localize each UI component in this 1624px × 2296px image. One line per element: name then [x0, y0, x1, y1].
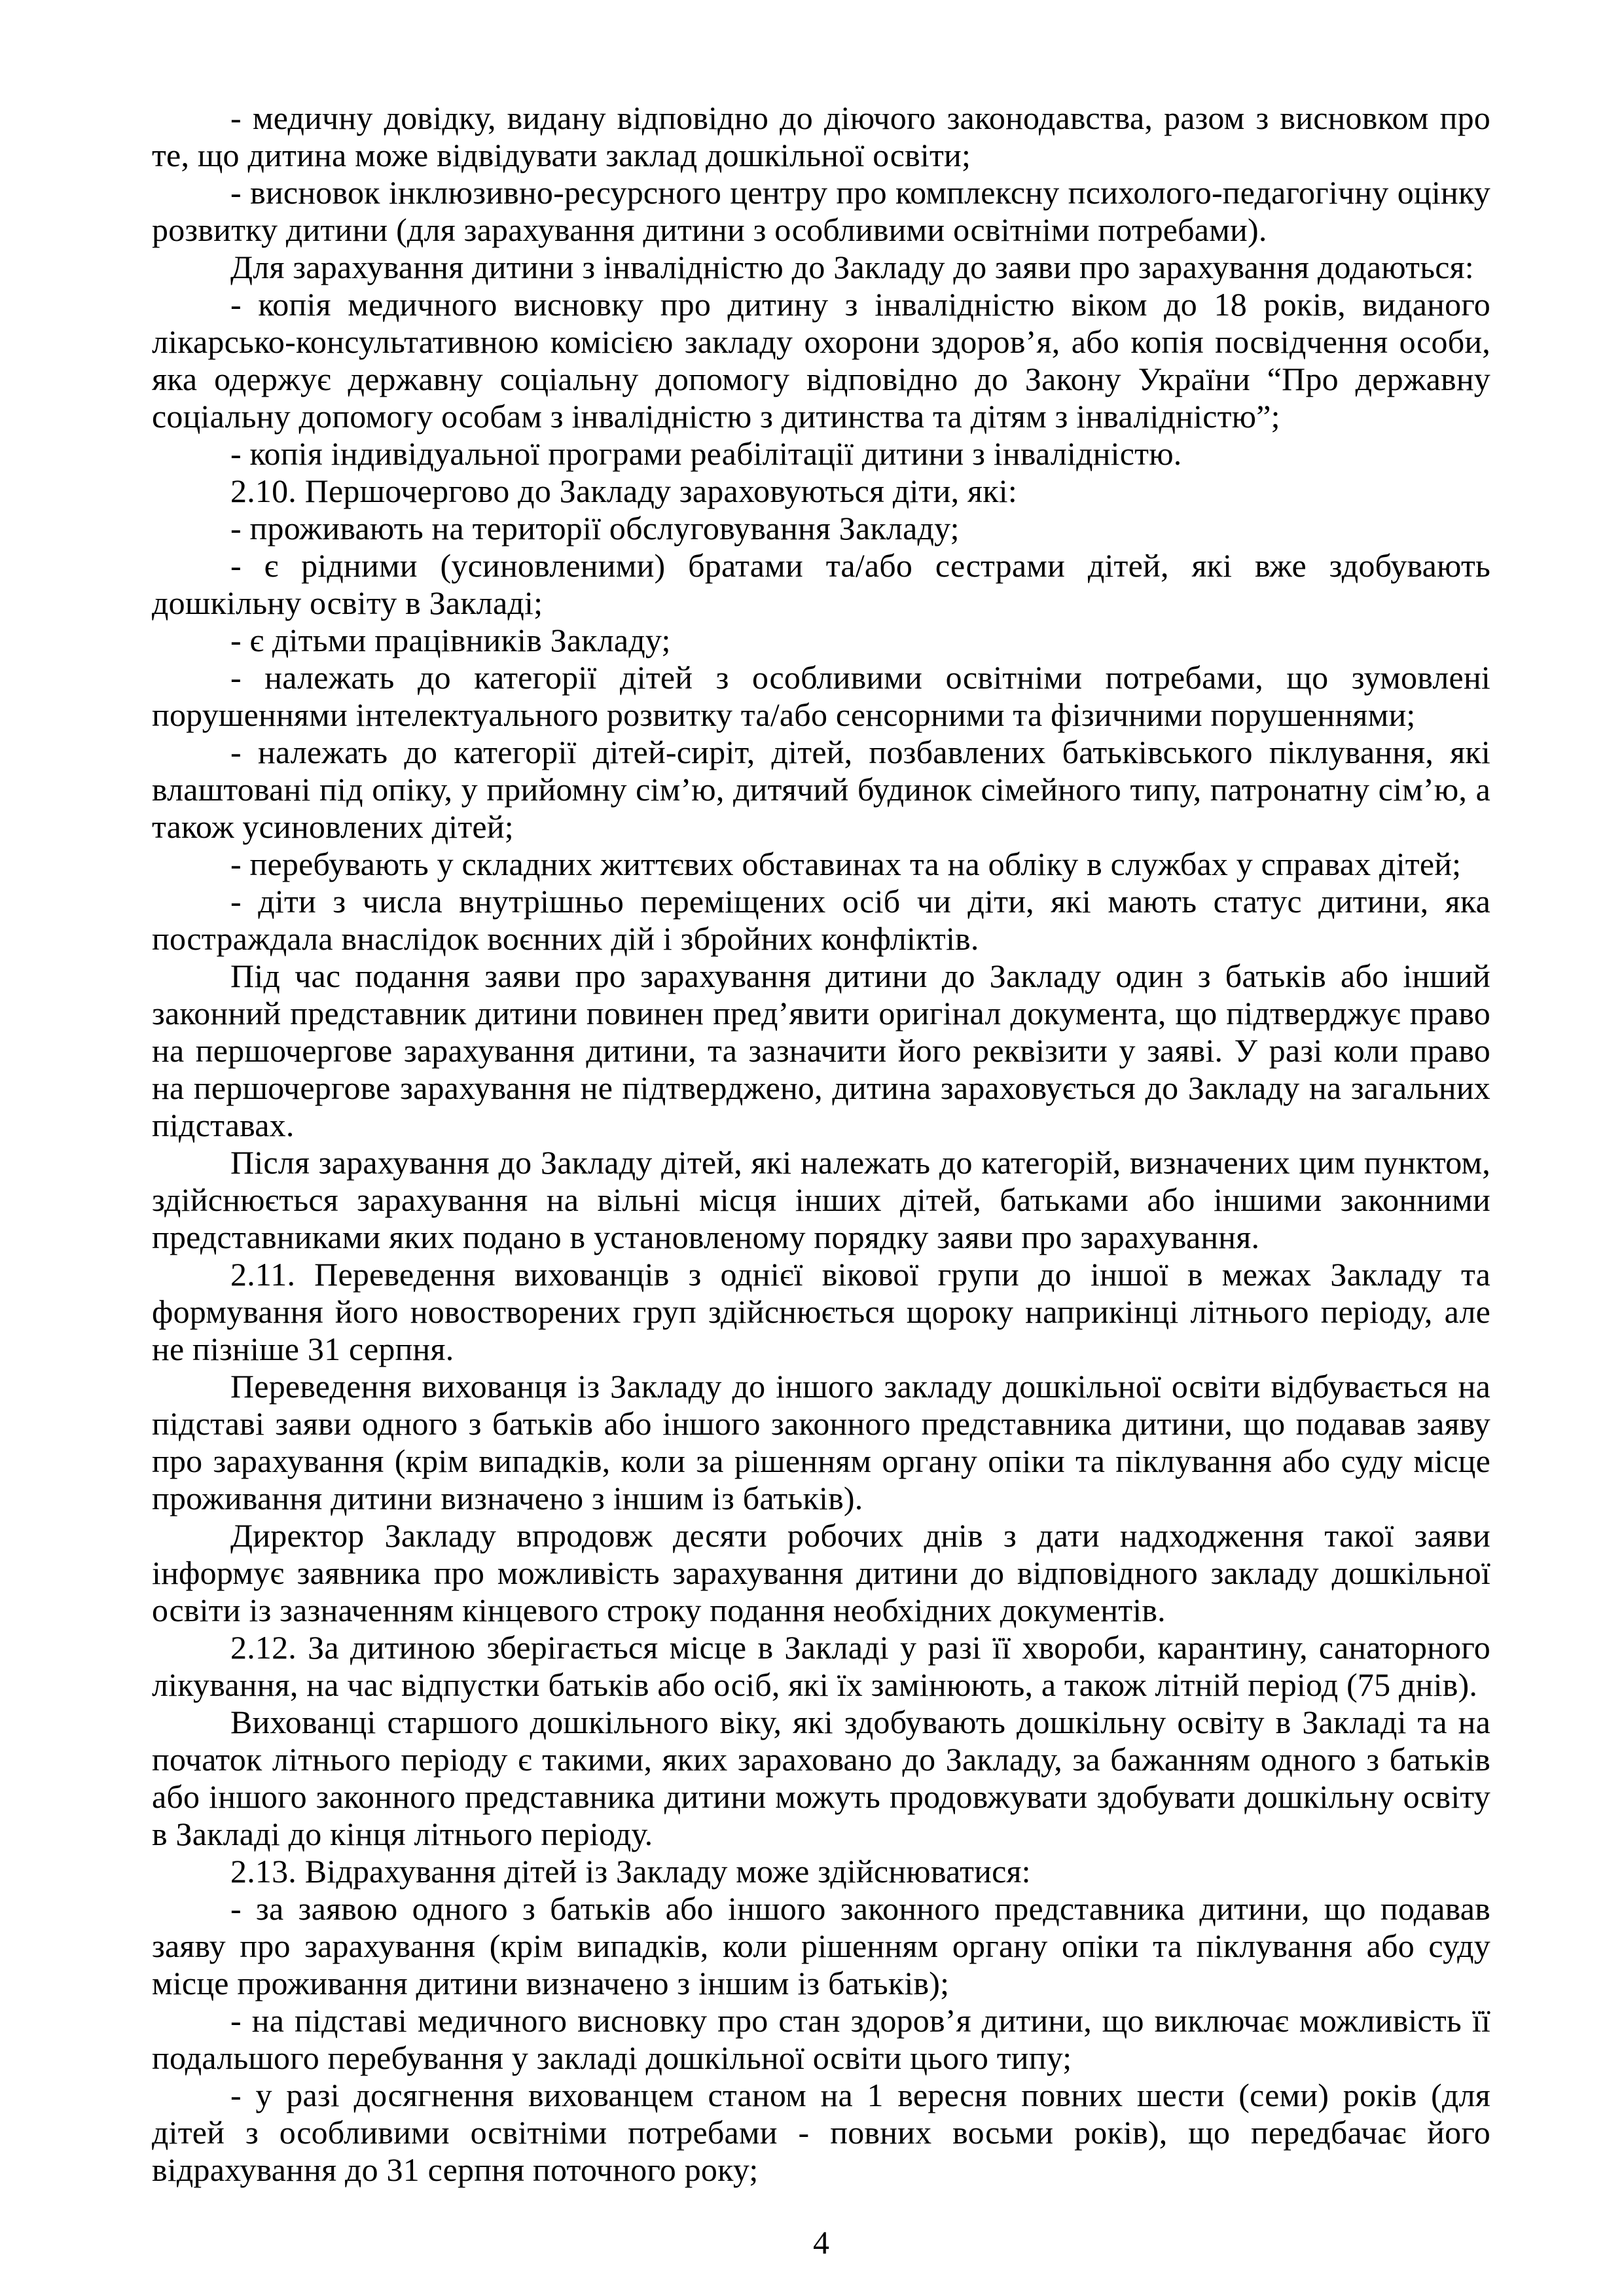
document-body	[152, 99, 1490, 2189]
paragraph: - перебувають у складних життєвих обставинах та на обліку в службах у справах дітей;	[230, 846, 1462, 882]
paragraph: - за заявою одного з батьків або іншого законного представника дитини, що подавав заяву про зарахування (крім випадків, коли рішенням органу опіки та піклування або суду місце проживання дитини визначено з іншим із батьків);	[152, 1890, 1490, 2001]
paragraph: Директор Закладу впродовж десяти робочих днів з дати надходження такої заяви інформує заявника про можливість зарахування дитини до відповідного закладу дошкільної освіти із зазначенням кінцевого строку подання необхідних документів.	[152, 1517, 1490, 1628]
paragraph: - є рідними (усиновленими) братами та/або сестрами дітей, які вже здобувають дошкільну освіту в Закладі;	[152, 547, 1490, 621]
paragraph: Вихованці старшого дошкільного віку, які здобувають дошкільну освіту в Закладі та на початок літнього періоду є такими, яких зараховано до Закладу, за бажанням одного з батьків або іншого законного представника дитини можуть продовжувати здобувати дошкільну освіту в Закладі до кінця літнього періоду.	[152, 1704, 1490, 1852]
paragraph: - висновок інклюзивно-ресурсного центру про комплексну психолого-педагогічну оцінку розвитку дитини (для зарахування дитини з особливими освітніми потребами).	[152, 174, 1490, 248]
paragraph: Для зарахування дитини з інвалідністю до Закладу до заяви про зарахування додаються:	[230, 249, 1474, 285]
paragraph: - проживають на території обслуговування Закладу;	[230, 510, 960, 547]
paragraph: - є дітьми працівників Закладу;	[230, 622, 671, 658]
paragraph: - належать до категорії дітей-сиріт, дітей, позбавлених батьківського піклування, які влаштовані під опіку, у прийомну сім’ю, дитячий будинок сімейного типу, патронатну сім’ю, а також усиновлених дітей;	[152, 734, 1490, 845]
paragraph: - у разі досягнення вихованцем станом на 1 вересня повних шести (семи) років (для дітей з особливими освітніми потребами - повних восьми років), що передбачає його відрахування до 31 серпня поточного року;	[152, 2077, 1490, 2188]
paragraph: 2.11. Переведення вихованців з однієї вікової групи до іншої в межах Закладу та формування його новостворених груп здійснюється щороку наприкінці літнього періоду, але не пізніше 31 серпня.	[152, 1256, 1490, 1367]
paragraph: 2.10. Першочергово до Закладу зараховуються діти, які:	[230, 473, 1017, 509]
paragraph: 2.13. Відрахування дітей із Закладу може здійснюватися:	[230, 1853, 1031, 1890]
page-footer	[152, 2224, 1490, 2261]
paragraph: Переведення вихованця із Закладу до іншого закладу дошкільної освіти відбувається на підставі заяви одного з батьків або іншого законного представника дитини, що подавав заяву про зарахування (крім випадків, коли за рішенням органу опіки та піклування або суду місце проживання дитини визначено з іншим із батьків).	[152, 1368, 1490, 1516]
paragraph: - копія індивідуальної програми реабілітації дитини з інвалідністю.	[230, 435, 1182, 472]
paragraph: Під час подання заяви про зарахування дитини до Закладу один з батьків або інший законний представник дитини повинен пред’явити оригінал документа, що підтверджує право на першочергове зарахування дитини, та зазначити його реквізити у заяві. У разі коли право на першочергове зарахування не підтверджено, дитина зараховується до Закладу на загальних підставах.	[152, 958, 1490, 1143]
paragraph: - медичну довідку, видану відповідно до діючого законодавства, разом з висновком про те, що дитина може відвідувати заклад дошкільної освіти;	[152, 99, 1490, 173]
paragraph: Після зарахування до Закладу дітей, які належать до категорій, визначених цим пунктом, здійснюється зарахування на вільні місця інших дітей, батьками або іншими законними представниками яких подано в установленому порядку заяви про зарахування.	[152, 1144, 1490, 1255]
paragraph: - діти з числа внутрішньо переміщених осіб чи діти, які мають статус дитини, яка постраждала внаслідок воєнних дій і збройних конфліктів.	[152, 883, 1490, 957]
paragraph: - належать до категорії дітей з особливими освітніми потребами, що зумовлені порушеннями інтелектуального розвитку та/або сенсорними та фізичними порушеннями;	[152, 659, 1490, 733]
paragraph: 2.12. За дитиною зберігається місце в Закладі у разі її хвороби, карантину, санаторного лікування, на час відпустки батьків або осіб, які їх замінюють, а також літній період (75 днів).	[152, 1629, 1490, 1703]
page-number: 4	[813, 2224, 829, 2261]
paragraph: - на підставі медичного висновку про стан здоров’я дитини, що виключає можливість її подальшого перебування у закладі дошкільної освіти цього типу;	[152, 2002, 1490, 2076]
paragraph: - копія медичного висновку про дитину з інвалідністю віком до 18 років, виданого лікарсько-консультативною комісією закладу охорони здоров’я, або копія посвідчення особи, яка одержує державну соціальну допомогу відповідно до Закону України “Про державну соціальну допомогу особам з інвалідністю з дитинства та дітям з інвалідністю”;	[152, 286, 1490, 435]
